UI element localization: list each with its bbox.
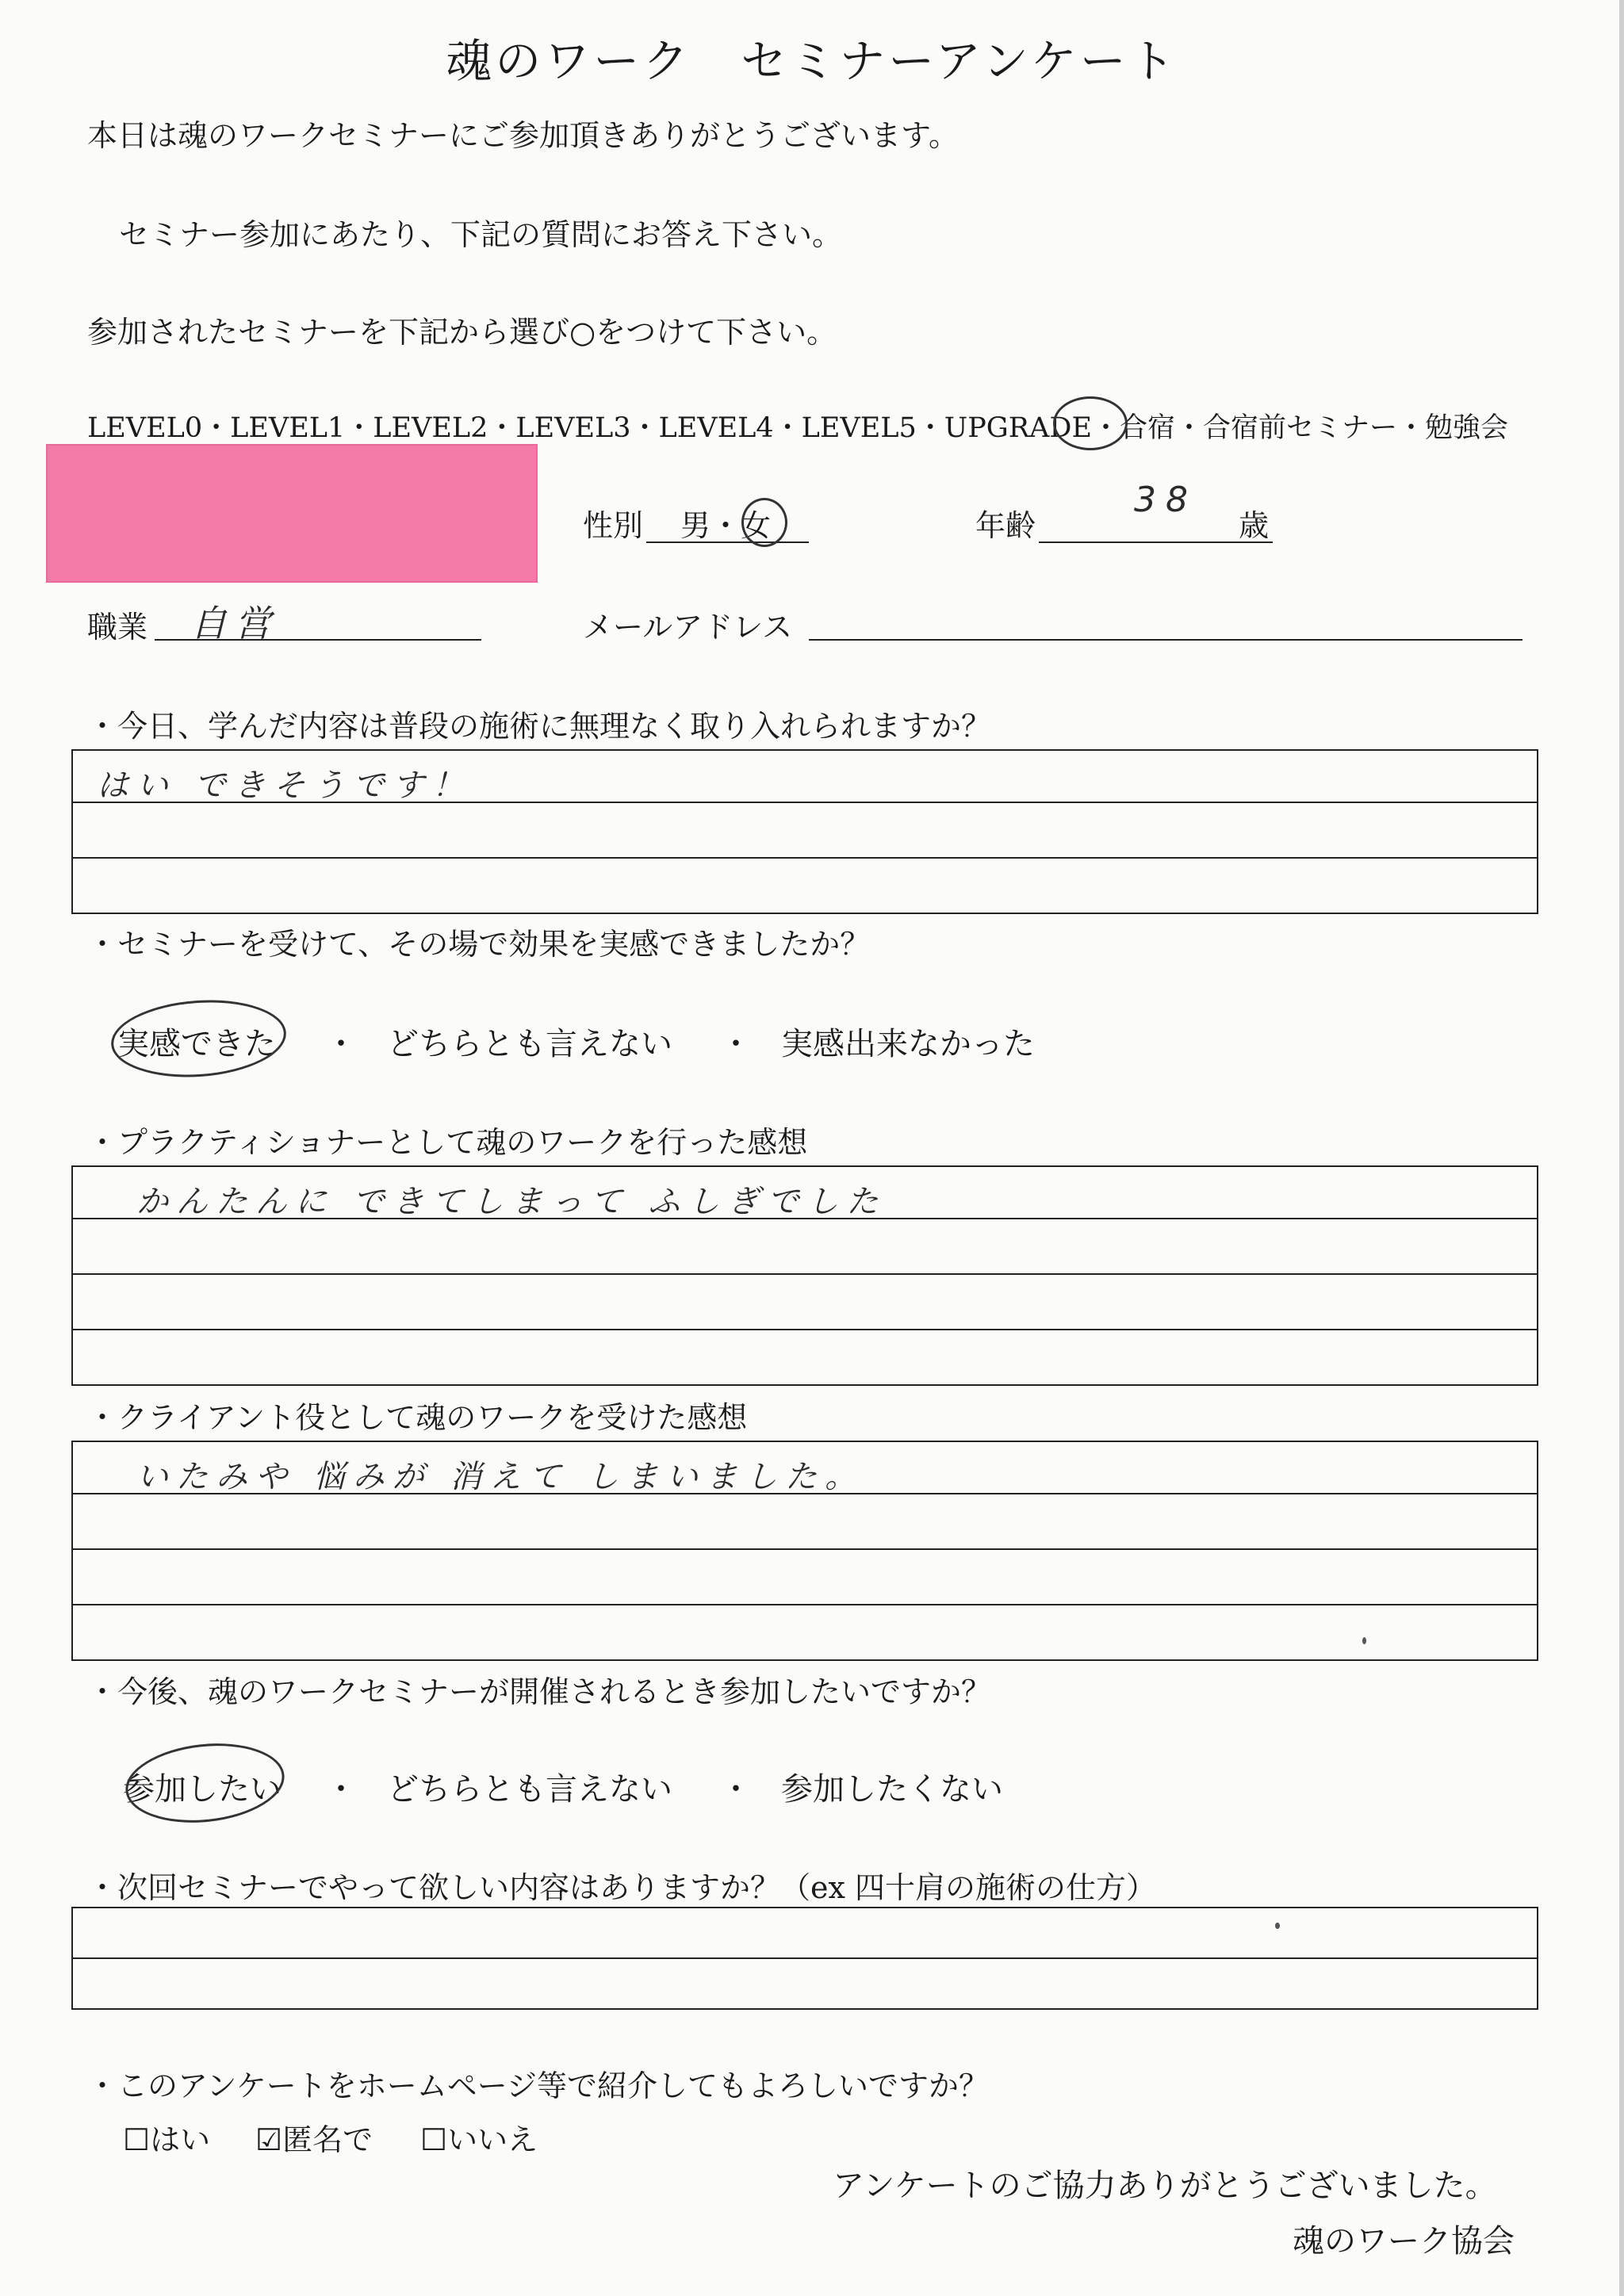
q5-selection-circle (121, 1736, 288, 1830)
seminar-level-list: LEVEL0・LEVEL1・LEVEL2・LEVEL3・LEVEL4・LEVEL5・UPGRADE・合宿・合宿前セミナー・勉強会 (87, 412, 1509, 444)
redaction-sticker (46, 444, 538, 583)
answer-box-3 (71, 1165, 1538, 1386)
occupation-label: 職業 (87, 610, 148, 645)
q2-option-2: どちらとも言えない (387, 1026, 672, 1062)
question-5: ・今後、魂のワークセミナーが開催されるとき参加したいですか？ (87, 1674, 992, 1709)
answer-line (73, 1275, 1537, 1330)
age-unit: 歳 (1239, 508, 1270, 543)
question-6: ・次回セミナーでやって欲しい内容はありますか？（ex 四十肩の施術の仕方） (87, 1870, 1157, 1905)
checkbox-hai[interactable] (123, 2115, 210, 2159)
ink-speck (1275, 1923, 1280, 1929)
q2-selection-circle (109, 994, 289, 1082)
checkbox-tokumei[interactable] (255, 2115, 373, 2159)
q2-separator-1: ・ (325, 1026, 357, 1062)
checkbox-tokumei-label: 匿名で (282, 2122, 373, 2157)
checkbox-empty-icon: ☐ (123, 2122, 151, 2157)
q2-separator-2: ・ (720, 1026, 752, 1062)
intro-line-2: セミナー参加にあたり、下記の質問にお答え下さい。 (119, 217, 843, 252)
email-underline (809, 639, 1522, 641)
q2-option-1: 実感できた (117, 1026, 276, 1062)
checkbox-iie[interactable] (420, 2115, 538, 2159)
answer-line (73, 1219, 1537, 1275)
checkbox-iie-label: いいえ (447, 2122, 538, 2157)
answer-box-1 (71, 749, 1538, 914)
gender-value: 男・女 (680, 508, 772, 543)
checkbox-empty-icon: ☐ (420, 2122, 448, 2157)
answer-line (73, 1167, 1537, 1219)
answer-line (73, 859, 1537, 912)
intro-line-1: 本日は魂のワークセミナーにご参加頂きありがとうございます。 (87, 118, 959, 153)
q2-option-3: 実感出来なかった (781, 1026, 1035, 1062)
occupation-value: 自営 (190, 602, 279, 645)
level-selection-circle (1053, 396, 1128, 450)
answer-box-6 (71, 1907, 1538, 2010)
organization-name: 魂のワーク協会 (1293, 2223, 1515, 2260)
checkbox-checked-icon: ☑ (255, 2122, 283, 2157)
thanks-message: アンケートのご協力ありがとうございました。 (833, 2168, 1497, 2204)
answer-line (73, 1908, 1537, 1959)
question-1: ・今日、学んだ内容は普段の施術に無理なく取り入れられますか？ (87, 709, 992, 744)
answer-line (73, 1550, 1537, 1605)
age-label: 年齢 (975, 508, 1036, 543)
q5-option-2: どちらとも言えない (387, 1771, 672, 1808)
answer-line (73, 1442, 1537, 1494)
answer-line (73, 1959, 1537, 2009)
gender-underline (646, 541, 809, 543)
question-7: ・このアンケートをホームページ等で紹介してもよろしいですか？ (87, 2068, 989, 2103)
answer-line (73, 1605, 1537, 1659)
email-label: メールアドレス (583, 610, 793, 645)
answer-line (73, 751, 1537, 803)
gender-selection-circle (741, 498, 787, 547)
q5-separator-2: ・ (720, 1771, 752, 1808)
q5-option-3: 参加したくない (781, 1771, 1003, 1808)
intro-line-3: 参加されたセミナーを下記から選び○をつけて下さい。 (87, 315, 837, 350)
answer-box-4 (71, 1441, 1538, 1661)
answer-line (73, 1330, 1537, 1383)
q5-option-1: 参加したい (123, 1771, 282, 1808)
answer-line (73, 803, 1537, 859)
q5-separator-1: ・ (325, 1771, 357, 1808)
answer-4-handwriting: いたみや 悩みが 消えて しまいました。 (136, 1459, 865, 1495)
scan-edge (1619, 0, 1624, 2296)
occupation-underline (155, 639, 481, 641)
answer-3-handwriting: かんたんに できてしまって ふしぎでした (136, 1184, 887, 1220)
age-underline (1039, 541, 1273, 543)
answer-1-handwriting: はい できそうです！ (97, 767, 472, 804)
ink-speck (1362, 1637, 1366, 1644)
answer-line (73, 1494, 1537, 1550)
question-2: ・セミナーを受けて、その場で効果を実感できましたか？ (87, 927, 871, 962)
question-3: ・プラクティショナーとして魂のワークを行った感想 (87, 1125, 808, 1160)
gender-label: 性別 (583, 508, 644, 543)
checkbox-hai-label: はい (150, 2122, 211, 2157)
age-value: 38 (1134, 480, 1197, 520)
question-4: ・クライアント役として魂のワークを受けた感想 (87, 1400, 748, 1435)
page-title: 魂のワーク セミナーアンケート (446, 34, 1178, 88)
